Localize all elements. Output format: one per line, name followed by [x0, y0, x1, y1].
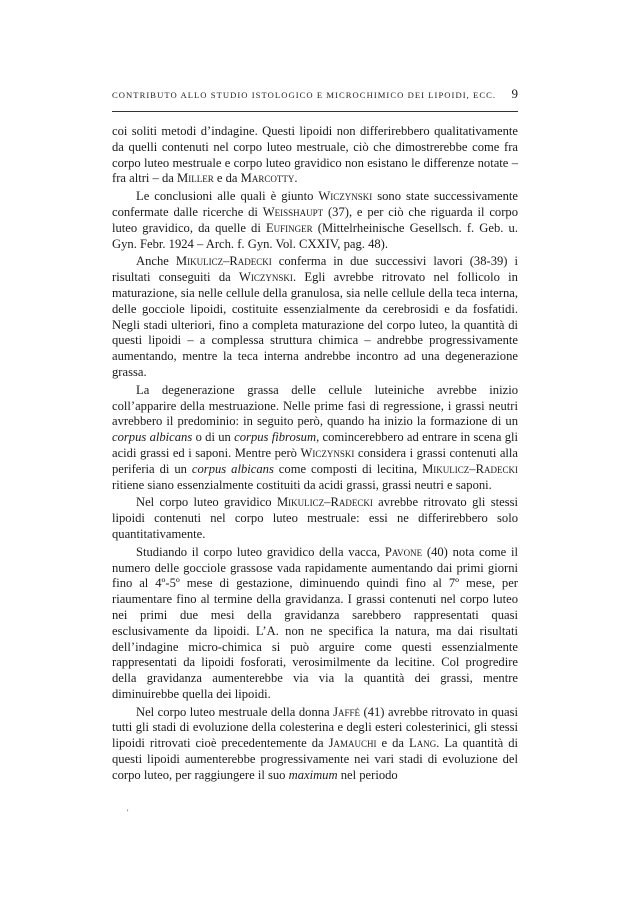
author-name: Mikulicz–Radecki [175, 254, 272, 269]
stray-mark: ' [127, 808, 129, 817]
author-name: Lang [409, 736, 437, 751]
text-run: considera i grassi contenuti alla periferia di un [112, 445, 518, 476]
paragraph-4 [112, 383, 518, 494]
author-name: Pavone [384, 544, 423, 559]
latin-term: maximum [288, 767, 338, 782]
text-run: . La quantità di questi lipoidi aumenterebbe progressivamente nei vari stadi di evoluzione del corpo luteo, per raggiungere il suo [112, 736, 518, 782]
text-run: Studiando il corpo luteo gravidico della vacca, [136, 544, 385, 559]
text-run: Le conclusioni alle quali è giunto [136, 189, 319, 204]
text-run: (37), e per ciò che riguarda il corpo luteo gravidico, da quelle di [112, 204, 518, 235]
text-run: o di un [192, 430, 235, 445]
text-run: Anche [136, 254, 176, 269]
author-name: Wiczynski [318, 189, 373, 204]
text-run: ritiene siano essenzialmente costituiti da acidi grassi, grassi neutri e saponi. [112, 477, 492, 492]
latin-term: corpus fibrosum [234, 430, 317, 445]
paragraph-3 [112, 254, 518, 380]
author-name: Wiczynski [300, 445, 355, 460]
running-header [112, 86, 518, 112]
author-name: Marcotty [240, 171, 295, 186]
author-name: Eufinger [265, 220, 313, 235]
latin-term: corpus albicans [112, 430, 193, 445]
paragraph-7 [112, 705, 518, 784]
text-run: coi soliti metodi d’indagine. Questi lipoidi non differirebbero qualitativamente da quelli contenuti nel corpo luteo mestruale, ciò che dimostrerebbe come fra corpo luteo mestruale e corpo luteo gravidico non esistano le differenze notate – fra altri – da [112, 124, 518, 186]
text-run: e da [376, 736, 409, 751]
text-run: (Mittelrheinische Gesellsch. f. Geb. u. Gyn. Febr. 1924 – Arch. f. Gyn. Vol. CXXIV, pag. 48). [112, 220, 518, 251]
text-run: e da [213, 171, 241, 186]
paragraph-1 [112, 124, 518, 187]
text-run: nel periodo [337, 767, 398, 782]
body-text [112, 124, 518, 786]
latin-term: corpus albicans [191, 461, 274, 476]
author-name: Mikulicz–Radecki [276, 495, 373, 510]
text-run: come composti di lecitina, [273, 461, 423, 476]
text-run: (40) nota come il numero delle gocciole grassose vada rapidamente aumentando dai primi giorni fino al 4º-5º mese di gestazione, diminuendo quindi fino al 7º mese, per riaumentare fino al termine della gravidanza. I grassi contenuti nel corpo luteo nei primi due mesi della gravidanza sarebbero rappresentati quasi esclusivamente da lipoidi. L’A. non ne specifica la natura, ma dai risultati dell’indagine micro-chimica si può arguire come questi essenzialmente rappresentati da lipoidi fosforati, verosimilmente da lecitine. Col progredire della gravidanza aumenterebbe via via la quantità dei grassi, mentre diminuirebbe quella dei lipoidi. [112, 544, 518, 701]
text-run: , comincerebbero ad entrare in scena gli acidi grassi ed i saponi. Mentre però [112, 430, 519, 460]
text-run: avrebbe ritrovato gli stessi lipoidi contenuti nel corpo luteo mestruale: essi ne differirebbero solo quantitativamente. [112, 495, 518, 541]
text-run: La degenerazione grassa delle cellule luteiniche avrebbe inizio coll’apparire della mestruazione. Nelle prime fasi di regressione, i grassi neutri avrebbero il predominio: in seguito però, quando ha inizio la formazione di un [112, 382, 518, 429]
paragraph-5 [112, 495, 518, 542]
paragraph-2 [112, 189, 518, 252]
running-title: CONTRIBUTO ALLO STUDIO ISTOLOGICO E MICROCHIMICO DEI LIPOIDI, ECC. [112, 90, 497, 100]
text-run: conferma in due successivi lavori (38-39) i risultati conseguiti da [112, 254, 518, 285]
author-name: Mikulicz–Radecki [422, 461, 518, 476]
text-run: Nel corpo luteo gravidico [136, 495, 277, 510]
text-run: Nel corpo luteo mestruale della donna [136, 704, 334, 719]
author-name: Weisshaupt [262, 204, 324, 219]
author-name: Miller [177, 171, 214, 186]
paragraph-6 [112, 545, 518, 703]
author-name: Jaffé [333, 704, 361, 719]
page-number: 9 [511, 86, 518, 101]
text-run: sono state successivamente confermate dalle ricerche di [112, 189, 518, 219]
text-run: (41) avrebbe ritrovato in quasi tutti gli stadi di evoluzione della colesterina e degli esteri colesterinici, gli stessi lipoidi ritrovati cioè precedentemente da [112, 704, 518, 751]
text-run: . Egli avrebbe ritrovato nel follicolo in maturazione, sia nelle cellule della granulosa, sia nelle cellule della teca interna, delle gocciole lipoidi, costituite essenzialmente da cerebrosidi e da fosfatidi. Negli stadi ulteriori, fino a completa maturazione del corpo luteo, la quantità di questi lipoidi – a complessa struttura chimica – andrebbe progressivamente aumentando, mentre la teca interna andrebbe incontro ad una degenerazione grassa. [112, 270, 518, 379]
author-name: Wiczynski [239, 270, 293, 285]
author-name: Jamauchi [328, 736, 377, 751]
text-run: . [294, 171, 298, 186]
